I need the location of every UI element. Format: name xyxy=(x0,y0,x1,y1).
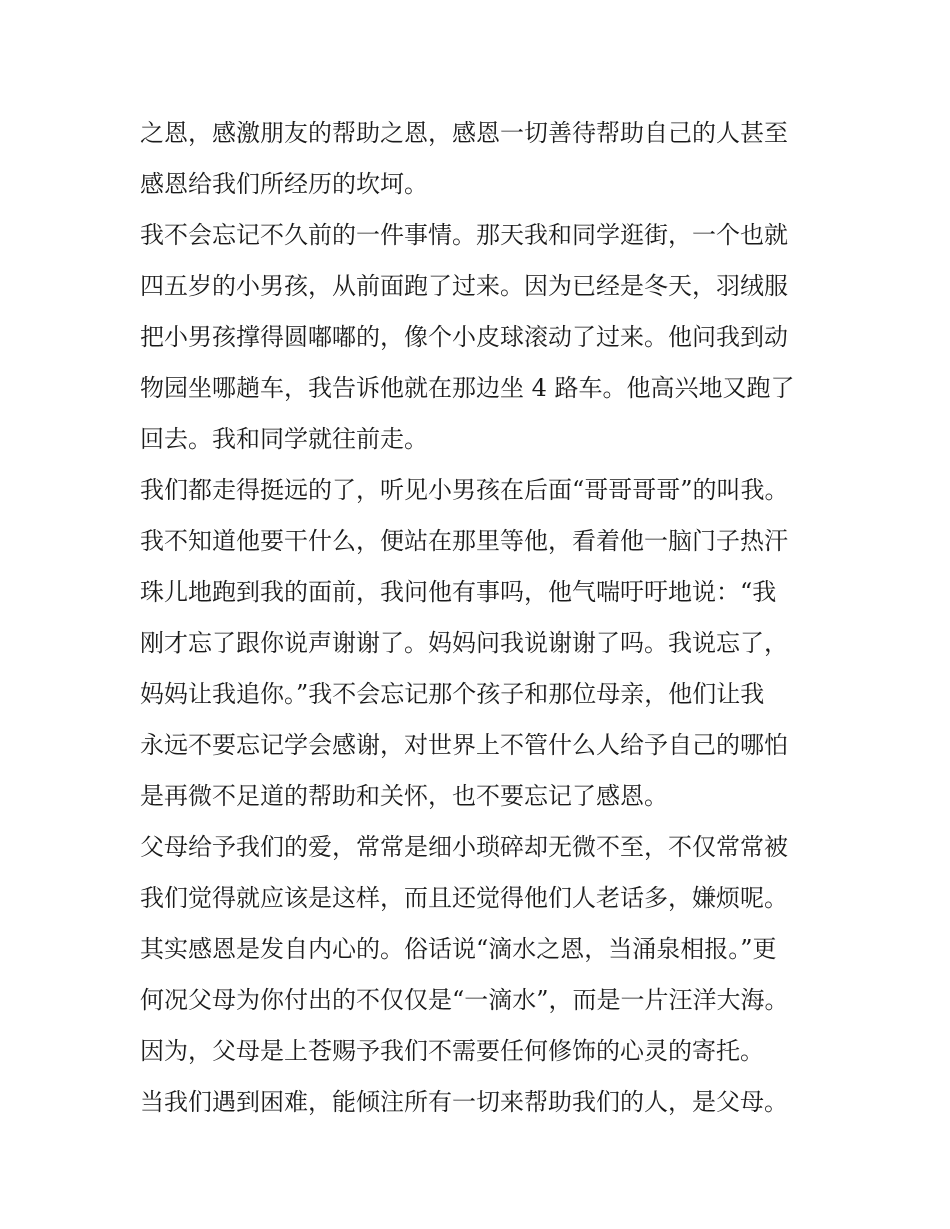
text-line: 当我们遇到困难，能倾注所有一切来帮助我们的人，是父母。 xyxy=(140,1088,788,1116)
text-line: 之恩，感激朋友的帮助之恩，感恩一切善待帮助自己的人甚至 xyxy=(140,119,788,147)
text-line: 把小男孩撑得圆嘟嘟的，像个小皮球滚动了过来。他问我到动 xyxy=(140,323,788,351)
text-line: 我不知道他要干什么，便站在那里等他，看着他一脑门子热汗 xyxy=(140,527,788,555)
document-body xyxy=(140,108,820,1128)
text-line: 珠儿地跑到我的面前，我问他有事吗，他气喘吁吁地说：“我 xyxy=(140,578,777,606)
text-line: 回去。我和同学就往前走。 xyxy=(140,425,428,453)
text-line: 其实感恩是发自内心的。俗话说“滴水之恩，当涌泉相报。”更 xyxy=(140,935,777,963)
text-line: 刚才忘了跟你说声谢谢了。妈妈问我说谢谢了吗。我说忘了， xyxy=(140,629,788,657)
text-line: 四五岁的小男孩，从前面跑了过来。因为已经是冬天，羽绒服 xyxy=(140,272,788,300)
text-line: 何况父母为你付出的不仅仅是“一滴水”，而是一片汪洋大海。 xyxy=(140,986,789,1014)
text-line: 我们觉得就应该是这样，而且还觉得他们人老话多，嫌烦呢。 xyxy=(140,884,788,912)
text-line: 父母给予我们的爱，常常是细小琐碎却无微不至，不仅常常被 xyxy=(140,833,788,861)
text-line: 我不会忘记不久前的一件事情。那天我和同学逛街，一个也就 xyxy=(140,221,788,249)
text-line: 是再微不足道的帮助和关怀，也不要忘记了感恩。 xyxy=(140,782,668,810)
text-line: 妈妈让我追你。”我不会忘记那个孩子和那位母亲，他们让我 xyxy=(140,680,765,708)
text-line: 感恩给我们所经历的坎坷。 xyxy=(140,170,428,198)
text-line: 我们都走得挺远的了，听见小男孩在后面“哥哥哥哥”的叫我。 xyxy=(140,476,789,504)
text-line: 因为，父母是上苍赐予我们不需要任何修饰的心灵的寄托。 xyxy=(140,1037,764,1065)
text-line: 物园坐哪趟车，我告诉他就在那边坐 4 路车。他高兴地又跑了 xyxy=(140,374,795,402)
text-line: 永远不要忘记学会感谢，对世界上不管什么人给予自己的哪怕 xyxy=(140,731,788,759)
